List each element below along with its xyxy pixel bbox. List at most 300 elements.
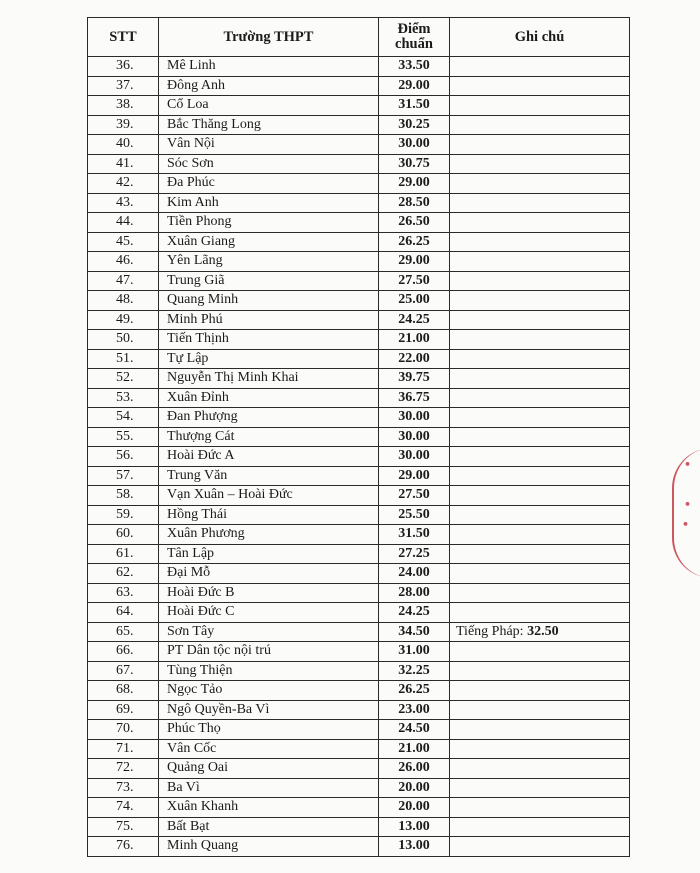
row-stt-text: 72.: [116, 760, 134, 776]
row-note: [450, 564, 630, 584]
row-cutoff-score-text: 26.50: [398, 214, 430, 230]
row-note: [450, 603, 630, 623]
row-stt-text: 68.: [116, 682, 134, 698]
row-school-name-text: Quảng Oai: [167, 760, 229, 776]
table-row: [88, 193, 630, 213]
row-cutoff-score: [379, 193, 450, 213]
row-cutoff-score-text: 28.50: [398, 194, 430, 210]
table-row: [88, 388, 630, 408]
row-cutoff-score-text: 32.25: [398, 662, 430, 678]
row-stt: [88, 310, 159, 330]
table-row: [88, 135, 630, 155]
row-stt: [88, 798, 159, 818]
row-note: [450, 408, 630, 428]
row-cutoff-score-text: 24.00: [398, 565, 430, 581]
row-stt-text: 74.: [116, 799, 134, 815]
row-stt-text: 53.: [116, 389, 134, 405]
table-body: [88, 57, 630, 857]
row-stt: [88, 135, 159, 155]
row-school-name: [159, 115, 379, 135]
table-row: [88, 447, 630, 467]
row-cutoff-score: [379, 57, 450, 77]
row-cutoff-score-text: 24.50: [398, 721, 430, 737]
row-school-name-text: Đại Mỗ: [167, 565, 211, 581]
row-school-name-text: Xuân Giang: [167, 233, 236, 249]
row-school-name: [159, 505, 379, 525]
table-row: [88, 466, 630, 486]
row-cutoff-score-text: 36.75: [398, 389, 430, 405]
row-stt: [88, 193, 159, 213]
row-stt: [88, 759, 159, 779]
table-row: [88, 642, 630, 662]
row-note: [450, 583, 630, 603]
row-school-name-text: Hoài Đức A: [167, 448, 235, 464]
row-cutoff-score-text: 31.50: [398, 526, 430, 542]
row-stt: [88, 564, 159, 584]
row-cutoff-score-text: 20.00: [398, 799, 430, 815]
row-stt: [88, 661, 159, 681]
row-school-name-text: PT Dân tộc nội trú: [167, 643, 271, 659]
row-school-name: [159, 232, 379, 252]
row-school-name: [159, 252, 379, 272]
row-stt: [88, 447, 159, 467]
table-row: [88, 837, 630, 857]
row-stt-text: 50.: [116, 331, 134, 347]
row-stt-text: 51.: [116, 350, 134, 366]
row-stt-text: 59.: [116, 506, 134, 522]
row-cutoff-score: [379, 525, 450, 545]
row-note: [450, 252, 630, 272]
row-note: [450, 310, 630, 330]
row-cutoff-score-text: 29.00: [398, 467, 430, 483]
table-row: [88, 525, 630, 545]
row-cutoff-score-text: 27.50: [398, 487, 430, 503]
row-school-name-text: Tiến Thịnh: [167, 331, 229, 347]
row-stt: [88, 544, 159, 564]
row-stt: [88, 154, 159, 174]
row-note: [450, 720, 630, 740]
row-stt: [88, 622, 159, 642]
row-stt: [88, 232, 159, 252]
row-school-name: [159, 603, 379, 623]
row-stt-text: 62.: [116, 565, 134, 581]
row-cutoff-score-text: 26.25: [398, 233, 430, 249]
row-cutoff-score: [379, 213, 450, 233]
row-school-name: [159, 700, 379, 720]
table-row: [88, 57, 630, 77]
row-note-score: 32.50: [527, 623, 559, 639]
row-stt-text: 64.: [116, 604, 134, 620]
row-school-name-text: Yên Lãng: [167, 253, 223, 269]
table-row: [88, 232, 630, 252]
row-stt-text: 70.: [116, 721, 134, 737]
row-school-name: [159, 291, 379, 311]
row-school-name-text: Ngọc Tảo: [167, 682, 223, 698]
row-cutoff-score-text: 33.50: [398, 58, 430, 74]
row-school-name-text: Đông Anh: [167, 77, 225, 93]
row-stt: [88, 778, 159, 798]
row-cutoff-score-text: 24.25: [398, 604, 430, 620]
row-stt: [88, 213, 159, 233]
table-row: [88, 486, 630, 506]
row-stt-text: 37.: [116, 77, 134, 93]
row-stt-text: 47.: [116, 272, 134, 288]
row-note: [450, 622, 630, 642]
row-school-name-text: Cổ Loa: [167, 97, 209, 113]
row-school-name: [159, 583, 379, 603]
row-cutoff-score-text: 21.00: [398, 740, 430, 756]
table-row: [88, 310, 630, 330]
row-stt: [88, 408, 159, 428]
row-note: [450, 388, 630, 408]
row-stt-text: 42.: [116, 175, 134, 191]
header-score: [379, 18, 450, 57]
row-school-name-text: Vạn Xuân – Hoài Đức: [167, 487, 293, 503]
row-cutoff-score: [379, 817, 450, 837]
row-stt-text: 63.: [116, 584, 134, 600]
row-stt: [88, 330, 159, 350]
row-school-name-text: Hoài Đức B: [167, 584, 235, 600]
row-note: [450, 213, 630, 233]
table-row: [88, 408, 630, 428]
table-row: [88, 583, 630, 603]
row-cutoff-score-text: 26.25: [398, 682, 430, 698]
row-cutoff-score-text: 13.00: [398, 818, 430, 834]
table-row: [88, 349, 630, 369]
row-stt-text: 49.: [116, 311, 134, 327]
row-cutoff-score-text: 23.00: [398, 701, 430, 717]
row-school-name-text: Trung Giã: [167, 272, 225, 288]
row-school-name-text: Ba Vì: [167, 779, 200, 795]
row-stt-text: 73.: [116, 779, 134, 795]
row-stt-text: 46.: [116, 253, 134, 269]
row-cutoff-score-text: 21.00: [398, 331, 430, 347]
row-school-name-text: Đan Phượng: [167, 409, 238, 425]
row-cutoff-score: [379, 369, 450, 389]
row-cutoff-score: [379, 564, 450, 584]
header-score-line2: chuẩn: [395, 36, 433, 52]
row-stt: [88, 466, 159, 486]
row-stt-text: 43.: [116, 194, 134, 210]
row-cutoff-score-text: 34.50: [398, 623, 430, 639]
row-note: [450, 232, 630, 252]
row-cutoff-score: [379, 720, 450, 740]
row-school-name-text: Vân Cốc: [167, 740, 217, 756]
row-note: [450, 700, 630, 720]
row-school-name: [159, 525, 379, 545]
table-row: [88, 798, 630, 818]
row-cutoff-score: [379, 681, 450, 701]
table-row: [88, 271, 630, 291]
row-school-name: [159, 193, 379, 213]
row-cutoff-score: [379, 330, 450, 350]
row-school-name-text: Tùng Thiện: [167, 662, 233, 678]
row-stt-text: 66.: [116, 643, 134, 659]
row-stt: [88, 349, 159, 369]
header-school: Trường THPT: [159, 18, 379, 57]
row-stt: [88, 739, 159, 759]
row-stt: [88, 96, 159, 116]
cutoff-score-table: [87, 17, 630, 857]
row-school-name: [159, 837, 379, 857]
table-row: [88, 427, 630, 447]
row-school-name-text: Sơn Tây: [167, 623, 215, 639]
row-stt: [88, 603, 159, 623]
row-stt-text: 69.: [116, 701, 134, 717]
row-note: [450, 271, 630, 291]
row-school-name: [159, 739, 379, 759]
row-stt: [88, 57, 159, 77]
row-stt: [88, 76, 159, 96]
row-school-name: [159, 154, 379, 174]
row-stt-text: 57.: [116, 467, 134, 483]
row-cutoff-score: [379, 447, 450, 467]
row-note: [450, 427, 630, 447]
row-school-name-text: Bất Bạt: [167, 818, 210, 834]
row-school-name: [159, 349, 379, 369]
row-stt-text: 39.: [116, 116, 134, 132]
row-cutoff-score-text: 30.00: [398, 136, 430, 152]
row-stt-text: 55.: [116, 428, 134, 444]
row-stt: [88, 837, 159, 857]
row-school-name-text: Minh Phú: [167, 311, 223, 327]
row-school-name: [159, 408, 379, 428]
row-note: [450, 349, 630, 369]
row-cutoff-score-text: 29.00: [398, 175, 430, 191]
row-cutoff-score: [379, 349, 450, 369]
row-cutoff-score-text: 39.75: [398, 370, 430, 386]
table-row: [88, 759, 630, 779]
row-school-name-text: Tân Lập: [167, 545, 215, 561]
row-school-name-text: Kim Anh: [167, 194, 219, 210]
row-stt-text: 45.: [116, 233, 134, 249]
row-note: [450, 466, 630, 486]
row-cutoff-score-text: 30.00: [398, 448, 430, 464]
row-school-name: [159, 388, 379, 408]
row-cutoff-score-text: 25.00: [398, 292, 430, 308]
row-stt-text: 60.: [116, 526, 134, 542]
row-cutoff-score: [379, 837, 450, 857]
row-note: [450, 96, 630, 116]
row-cutoff-score: [379, 486, 450, 506]
row-stt: [88, 817, 159, 837]
row-stt: [88, 291, 159, 311]
row-note: [450, 642, 630, 662]
row-school-name-text: Minh Quang: [167, 838, 239, 854]
row-stt: [88, 525, 159, 545]
row-school-name: [159, 369, 379, 389]
row-school-name-text: Tự Lập: [167, 350, 209, 366]
row-cutoff-score: [379, 700, 450, 720]
row-cutoff-score-text: 27.25: [398, 545, 430, 561]
row-school-name: [159, 778, 379, 798]
table-row: [88, 252, 630, 272]
row-school-name: [159, 466, 379, 486]
table-row: [88, 505, 630, 525]
row-stt: [88, 115, 159, 135]
row-school-name-text: Sóc Sơn: [167, 155, 214, 171]
row-school-name: [159, 271, 379, 291]
row-note: [450, 759, 630, 779]
row-school-name-text: Xuân Phương: [167, 526, 245, 542]
row-cutoff-score-text: 30.00: [398, 428, 430, 444]
row-cutoff-score: [379, 583, 450, 603]
row-cutoff-score: [379, 544, 450, 564]
row-school-name: [159, 817, 379, 837]
table-row: [88, 115, 630, 135]
row-cutoff-score-text: 27.50: [398, 272, 430, 288]
row-stt-text: 75.: [116, 818, 134, 834]
table-row: [88, 564, 630, 584]
row-school-name: [159, 642, 379, 662]
row-stt-text: 40.: [116, 136, 134, 152]
row-school-name-text: Tiền Phong: [167, 214, 232, 230]
row-stt-text: 44.: [116, 214, 134, 230]
table-row: [88, 681, 630, 701]
row-cutoff-score-text: 28.00: [398, 584, 430, 600]
row-school-name-text: Xuân Khanh: [167, 799, 239, 815]
row-school-name-text: Xuân Đỉnh: [167, 389, 229, 405]
row-stt-text: 36.: [116, 58, 134, 74]
row-cutoff-score-text: 22.00: [398, 350, 430, 366]
row-cutoff-score: [379, 252, 450, 272]
row-note: [450, 544, 630, 564]
row-cutoff-score: [379, 739, 450, 759]
row-cutoff-score-text: 29.00: [398, 253, 430, 269]
row-cutoff-score: [379, 76, 450, 96]
row-stt-text: 76.: [116, 838, 134, 854]
row-school-name-text: Vân Nội: [167, 136, 215, 152]
row-cutoff-score: [379, 778, 450, 798]
table-row: [88, 291, 630, 311]
row-note: [450, 291, 630, 311]
row-stt-text: 52.: [116, 370, 134, 386]
row-school-name-text: Hồng Thái: [167, 506, 228, 522]
row-cutoff-score-text: 13.00: [398, 838, 430, 854]
row-stt: [88, 700, 159, 720]
row-note: [450, 778, 630, 798]
row-cutoff-score: [379, 759, 450, 779]
row-note: [450, 525, 630, 545]
table-row: [88, 213, 630, 233]
row-school-name: [159, 427, 379, 447]
table-row: [88, 369, 630, 389]
row-cutoff-score: [379, 154, 450, 174]
table-row: [88, 720, 630, 740]
row-school-name: [159, 447, 379, 467]
row-stt: [88, 681, 159, 701]
row-stt: [88, 486, 159, 506]
row-school-name: [159, 57, 379, 77]
row-stt-text: 41.: [116, 155, 134, 171]
row-stt: [88, 174, 159, 194]
header-stt: STT: [88, 18, 159, 57]
row-school-name: [159, 174, 379, 194]
header-note: Ghi chú: [450, 18, 630, 57]
row-cutoff-score: [379, 408, 450, 428]
table-row: [88, 76, 630, 96]
row-school-name: [159, 622, 379, 642]
row-school-name: [159, 720, 379, 740]
row-cutoff-score: [379, 661, 450, 681]
row-note: [450, 837, 630, 857]
row-stt: [88, 583, 159, 603]
row-cutoff-score: [379, 603, 450, 623]
row-cutoff-score-text: 31.50: [398, 97, 430, 113]
header-score-line1: Điểm: [397, 21, 431, 37]
row-cutoff-score-text: 31.00: [398, 643, 430, 659]
row-cutoff-score: [379, 798, 450, 818]
row-note: [450, 681, 630, 701]
table-row: [88, 622, 630, 642]
row-stt: [88, 369, 159, 389]
row-stt: [88, 427, 159, 447]
row-stt-text: 56.: [116, 448, 134, 464]
row-cutoff-score-text: 24.25: [398, 311, 430, 327]
row-cutoff-score: [379, 642, 450, 662]
row-note: [450, 739, 630, 759]
row-cutoff-score-text: 29.00: [398, 77, 430, 93]
row-cutoff-score: [379, 388, 450, 408]
row-cutoff-score: [379, 174, 450, 194]
table-header-row: [88, 18, 630, 57]
row-note: [450, 330, 630, 350]
row-stt-text: 54.: [116, 409, 134, 425]
row-stt-text: 61.: [116, 545, 134, 561]
table-row: [88, 544, 630, 564]
row-stt-text: 71.: [116, 740, 134, 756]
row-cutoff-score-text: 25.50: [398, 506, 430, 522]
row-school-name-text: Trung Văn: [167, 467, 228, 483]
row-note: [450, 661, 630, 681]
row-stt: [88, 388, 159, 408]
row-school-name: [159, 310, 379, 330]
row-school-name: [159, 681, 379, 701]
row-cutoff-score-text: 30.00: [398, 409, 430, 425]
row-stt-text: 38.: [116, 97, 134, 113]
row-school-name: [159, 135, 379, 155]
row-note: [450, 174, 630, 194]
row-note: [450, 798, 630, 818]
row-school-name-text: Bắc Thăng Long: [167, 116, 261, 132]
row-cutoff-score-text: 30.75: [398, 155, 430, 171]
row-school-name-text: Nguyễn Thị Minh Khai: [167, 370, 299, 386]
row-cutoff-score: [379, 622, 450, 642]
row-cutoff-score: [379, 271, 450, 291]
table-row: [88, 96, 630, 116]
table-row: [88, 739, 630, 759]
row-cutoff-score-text: 30.25: [398, 116, 430, 132]
row-school-name: [159, 759, 379, 779]
row-school-name: [159, 564, 379, 584]
row-note: [450, 115, 630, 135]
row-school-name-text: Đa Phúc: [167, 175, 215, 191]
row-school-name: [159, 661, 379, 681]
row-note: [450, 135, 630, 155]
row-school-name: [159, 76, 379, 96]
row-cutoff-score: [379, 96, 450, 116]
row-school-name: [159, 330, 379, 350]
row-school-name: [159, 798, 379, 818]
row-stt: [88, 505, 159, 525]
row-stt: [88, 720, 159, 740]
row-note: [450, 369, 630, 389]
row-stt-text: 67.: [116, 662, 134, 678]
row-school-name-text: Hoài Đức C: [167, 604, 235, 620]
row-cutoff-score-text: 20.00: [398, 779, 430, 795]
table-row: [88, 174, 630, 194]
row-school-name-text: Phúc Thọ: [167, 721, 221, 737]
